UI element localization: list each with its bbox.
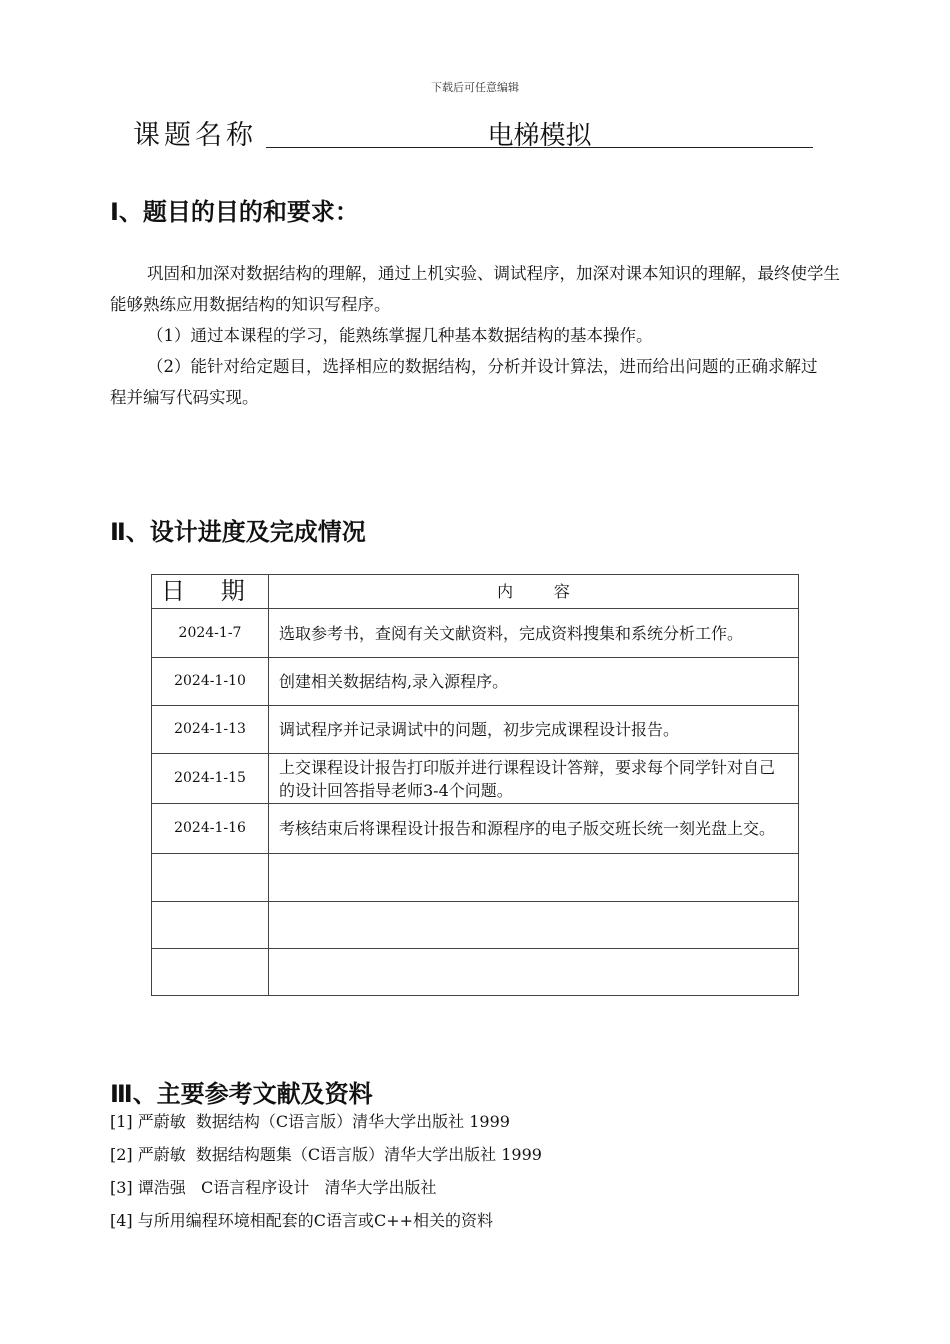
- row-date-empty: [152, 854, 269, 902]
- section1-item2: （2）能针对给定题目，选择相应的数据结构，分析并设计算法，进而给出问题的正确求解过程并编写代码实现。: [110, 357, 818, 407]
- row-content-empty: [269, 949, 799, 996]
- row-content: 考核结束后将课程设计报告和源程序的电子版交班长统一刻光盘上交。: [269, 804, 799, 854]
- table-row: [152, 706, 799, 754]
- section3-heading: Ⅲ、主要参考文献及资料: [110, 1080, 373, 1108]
- row-content: 选取参考书，查阅有关文献资料，完成资料搜集和系统分析工作。: [269, 609, 799, 658]
- row-date-empty: [152, 902, 269, 949]
- row-content-empty: [269, 902, 799, 949]
- header-note: 下载后可任意编辑: [431, 81, 519, 94]
- reference-item: [4] 与所用编程环境相配套的C语言或C++相关的资料: [110, 1211, 494, 1230]
- row-date: 2024-1-15: [152, 754, 269, 804]
- table-row: [152, 609, 799, 658]
- section2-heading: Ⅱ、设计进度及完成情况: [110, 518, 366, 546]
- table-row-empty: [152, 902, 799, 949]
- reference-item: [1] 严蔚敏 数据结构（C语言版）清华大学出版社 1999: [110, 1112, 510, 1131]
- row-date: 2024-1-7: [152, 609, 269, 658]
- topic-value: 电梯模拟: [487, 121, 592, 151]
- row-date: 2024-1-13: [152, 706, 269, 754]
- row-content-empty: [269, 854, 799, 902]
- reference-item: [3] 谭浩强 C语言程序设计 清华大学出版社: [110, 1178, 437, 1197]
- table-header-row: [152, 575, 799, 609]
- section1-item1: （1）通过本课程的学习，能熟练掌握几种基本数据结构的基本操作。: [147, 326, 653, 345]
- table-row: [152, 658, 799, 706]
- section1-body: [110, 258, 850, 413]
- table-row-empty: [152, 949, 799, 996]
- table-row-empty: [152, 854, 799, 902]
- reference-list: [110, 1105, 542, 1237]
- table-row: [152, 804, 799, 854]
- section1-heading: Ⅰ、题目的目的和要求：: [110, 198, 359, 226]
- table-row: [152, 754, 799, 804]
- row-content: 调试程序并记录调试中的问题，初步完成课程设计报告。: [269, 706, 799, 754]
- topic-label: 课题名称: [133, 120, 257, 151]
- reference-item: [2] 严蔚敏 数据结构题集（C语言版）清华大学出版社 1999: [110, 1145, 542, 1164]
- schedule-table: [151, 574, 799, 996]
- row-date: 2024-1-10: [152, 658, 269, 706]
- topic-row: [133, 113, 813, 153]
- section1-para1: 巩固和加深对数据结构的理解，通过上机实验、调试程序，加深对课本知识的理解，最终使学生能够熟练应用数据结构的知识写程序。: [110, 264, 840, 314]
- row-content: 创建相关数据结构,录入源程序。: [269, 658, 799, 706]
- row-date-empty: [152, 949, 269, 996]
- col-date-header: 日 期: [152, 575, 269, 609]
- col-content-header: 内 容: [269, 575, 799, 609]
- row-content: 上交课程设计报告打印版并进行课程设计答辩，要求每个同学针对自己的设计回答指导老师3-4个问题。: [269, 754, 799, 804]
- row-date: 2024-1-16: [152, 804, 269, 854]
